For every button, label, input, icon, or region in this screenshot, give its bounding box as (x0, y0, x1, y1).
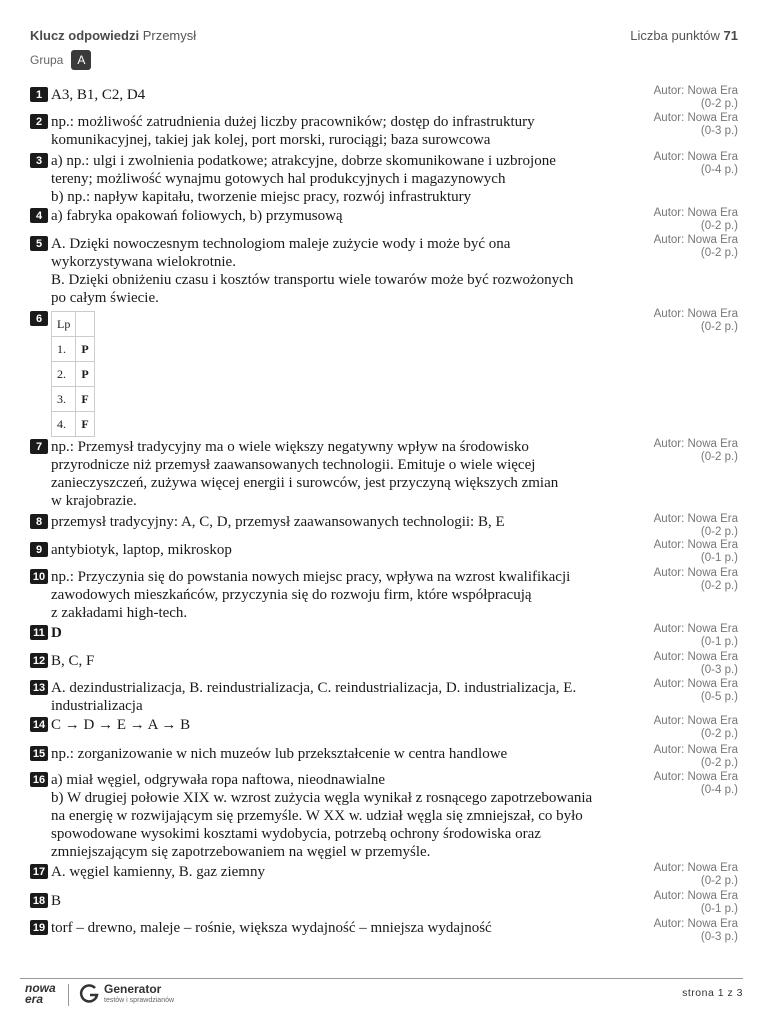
points-range: (0-2 p.) (700, 525, 738, 538)
points-range: (0-2 p.) (700, 97, 738, 110)
question-number: 6 (30, 311, 48, 326)
author-label: Autor: Nowa Era (653, 151, 738, 163)
question-number: 13 (30, 680, 48, 695)
generator-logo-text: Generator (104, 982, 162, 996)
group-indicator (30, 50, 91, 70)
table-cell-lp: 2. (52, 362, 76, 387)
question-item (30, 235, 650, 307)
table-row (52, 387, 95, 412)
question-meta (654, 308, 738, 333)
question-number: 16 (30, 772, 48, 787)
points-range: (0-4 p.) (700, 163, 738, 176)
answer-text: np.: Przyczynia się do powstania nowych miejsc pracy, wpływa na wzrost kwalifikacji zawodowych mieszkańców, przyczynia się do rozwoju firm, które współpracują z zakładami high-tech. (51, 569, 571, 621)
table-row (52, 412, 95, 437)
group-badge: A (71, 50, 91, 70)
points-range: (0-2 p.) (700, 320, 738, 333)
question-item (30, 568, 650, 622)
question-item (30, 541, 650, 559)
title-bold: Klucz odpowiedzi (30, 28, 140, 43)
points-range: (0-2 p.) (700, 874, 738, 887)
table-cell-value: P (76, 362, 95, 387)
question-item (30, 679, 650, 715)
question-number: 4 (30, 208, 48, 223)
author-label: Autor: Nowa Era (653, 651, 738, 663)
answer-text: a) fabryka opakowań foliowych, b) przymusową (51, 208, 343, 224)
question-meta (654, 207, 738, 232)
answer-text: przemysł tradycyjny: A, C, D, przemysł zaawansowanych technologii: B, E (51, 514, 505, 530)
question-item (30, 113, 650, 149)
question-number: 14 (30, 717, 48, 732)
question-meta (654, 771, 738, 796)
points-range: (0-2 p.) (700, 450, 738, 463)
generator-icon (78, 983, 100, 1005)
author-label: Autor: Nowa Era (653, 85, 738, 97)
points-label: Liczba punktów (630, 28, 720, 43)
table-cell-value: F (76, 412, 95, 437)
footer-divider (20, 978, 743, 979)
author-label: Autor: Nowa Era (653, 567, 738, 579)
table-header-cell: Lp (52, 312, 76, 337)
question-number: 3 (30, 153, 48, 168)
question-meta (654, 539, 738, 564)
points-range: (0-2 p.) (700, 579, 738, 592)
points-range: (0-1 p.) (700, 902, 738, 915)
table-cell-value: F (76, 387, 95, 412)
page-number: strona 1 z 3 (682, 987, 743, 999)
answer-text: A3, B1, C2, D4 (51, 87, 146, 103)
question-item (30, 919, 650, 937)
table-cell-lp: 3. (52, 387, 76, 412)
author-label: Autor: Nowa Era (653, 678, 738, 690)
author-label: Autor: Nowa Era (653, 918, 738, 930)
points-total (630, 28, 738, 43)
question-item (30, 771, 650, 861)
points-range: (0-1 p.) (700, 635, 738, 648)
question-meta (654, 513, 738, 538)
question-number: 15 (30, 746, 48, 761)
author-label: Autor: Nowa Era (653, 862, 738, 874)
group-label: Grupa (30, 53, 64, 67)
question-item (30, 438, 650, 510)
points-range: (0-1 p.) (700, 551, 738, 564)
question-meta (654, 918, 738, 943)
question-item (30, 716, 650, 734)
question-number: 8 (30, 514, 48, 529)
question-number: 17 (30, 864, 48, 879)
question-meta (654, 651, 738, 676)
question-meta (654, 744, 738, 769)
question-meta (654, 862, 738, 887)
answer-text: A. Dzięki nowoczesnym technologiom maleje zużycie wody i może być ona wykorzystywana wielokrotnie. B. Dzięki obniżeniu czasu i kosztów transportu wiele towarów może być rozwożonych po całym świecie. (51, 236, 574, 306)
answer-text: np.: możliwość zatrudnienia dużej liczby pracowników; dostęp do infrastruktury komunikacyjnej, takiej jak kolej, port morski, rurociągi; baza surowcowa (51, 114, 535, 148)
author-label: Autor: Nowa Era (653, 539, 738, 551)
table-row (52, 362, 95, 387)
question-number: 19 (30, 920, 48, 935)
nowa-era-logo (25, 983, 56, 1005)
answer-text: A. węgiel kamienny, B. gaz ziemny (51, 864, 265, 880)
question-meta (654, 85, 738, 110)
question-number: 2 (30, 114, 48, 129)
author-label: Autor: Nowa Era (653, 234, 738, 246)
question-item (30, 207, 650, 225)
table-cell-value: P (76, 337, 95, 362)
question-item (30, 745, 650, 763)
question-meta (654, 112, 738, 137)
question-meta (654, 623, 738, 648)
question-number: 9 (30, 542, 48, 557)
answer-text: antybiotyk, laptop, mikroskop (51, 542, 232, 558)
author-label: Autor: Nowa Era (653, 513, 738, 525)
question-meta (654, 890, 738, 915)
author-label: Autor: Nowa Era (653, 438, 738, 450)
logo-line-1: nowa (25, 981, 56, 995)
table-header-cell (76, 312, 95, 337)
answer-text: B (51, 893, 62, 909)
question-item (30, 86, 650, 104)
points-range: (0-2 p.) (700, 727, 738, 740)
question-meta (654, 678, 738, 703)
author-label: Autor: Nowa Era (653, 890, 738, 902)
author-label: Autor: Nowa Era (653, 771, 738, 783)
answer-text: a) miał węgiel, odgrywała ropa naftowa, nieodnawialne b) W drugiej połowie XIX w. wzrost zużycia węgla wynikał z rosnącego zapotrzebowania na energię w rozwijającym się przemyśle. W XX w. udział węgla się zmniejszał, co było spowodowane wysokimi kosztami wydobycia, potrzebą ochrony środowiska oraz zmniejszającym się zapotrzebowaniem na węgiel w przemyśle. (51, 772, 593, 860)
points-range: (0-3 p.) (700, 663, 738, 676)
author-label: Autor: Nowa Era (653, 744, 738, 756)
question-number: 1 (30, 87, 48, 102)
logo-separator (68, 984, 69, 1006)
question-meta (654, 567, 738, 592)
answer-text: B, C, F (51, 653, 95, 669)
question-number: 10 (30, 569, 48, 584)
logo-line-2: era (25, 992, 44, 1006)
question-number: 11 (30, 625, 48, 640)
points-range: (0-5 p.) (700, 690, 738, 703)
author-label: Autor: Nowa Era (653, 623, 738, 635)
question-meta (654, 438, 738, 463)
points-range: (0-3 p.) (700, 930, 738, 943)
table-cell-lp: 4. (52, 412, 76, 437)
question-item (30, 513, 650, 531)
answer-text: C → D → E → A → B (51, 717, 191, 733)
answer-text: torf – drewno, maleje – rośnie, większa wydajność – mniejsza wydajność (51, 920, 492, 936)
answer-text: a) np.: ulgi i zwolnienia podatkowe; atrakcyjne, dobrze skomunikowane i uzbrojone tereny; możliwość wynajmu gotowych hal produkcyjnych i magazynowych b) np.: napływ kapitału, tworzenie miejsc pracy, rozwój infrastruktury (51, 153, 556, 205)
author-label: Autor: Nowa Era (653, 112, 738, 124)
answer-text: D (51, 625, 62, 641)
table-row (52, 337, 95, 362)
question-meta (654, 715, 738, 740)
author-label: Autor: Nowa Era (653, 308, 738, 320)
question-item (30, 892, 650, 910)
question-item (30, 652, 650, 670)
table-header-row (52, 312, 95, 337)
question-number: 5 (30, 236, 48, 251)
title-topic: Przemysł (142, 28, 197, 43)
points-range: (0-4 p.) (700, 783, 738, 796)
question-number: 7 (30, 439, 48, 454)
table-cell-lp: 1. (52, 337, 76, 362)
points-range: (0-2 p.) (700, 219, 738, 232)
question-meta (654, 234, 738, 259)
answer-text: np.: zorganizowanie w nich muzeów lub przekształcenie w centra handlowe (51, 746, 508, 762)
answer-table (51, 311, 95, 437)
question-item (30, 152, 650, 206)
question-number: 18 (30, 893, 48, 908)
points-value: 71 (723, 28, 738, 43)
points-range: (0-2 p.) (700, 246, 738, 259)
question-number: 12 (30, 653, 48, 668)
question-item (30, 863, 650, 881)
points-range: (0-2 p.) (700, 756, 738, 769)
question-meta (654, 151, 738, 176)
points-range: (0-3 p.) (700, 124, 738, 137)
author-label: Autor: Nowa Era (653, 207, 738, 219)
answer-text: np.: Przemysł tradycyjny ma o wiele większy negatywny wpływ na środowisko przyrodnicze niż przemysł zaawansowanych technologii. Emituje o wiele więcej zanieczyszczeń, zużywa więcej energii i surowców, jest przyczyną większych zmian w krajobrazie. (51, 439, 559, 509)
question-item (30, 624, 650, 642)
author-label: Autor: Nowa Era (653, 715, 738, 727)
document-title (30, 28, 196, 43)
generator-subtitle: testów i sprawdzianów (104, 997, 175, 1004)
answer-text: A. dezindustrializacja, B. reindustrializacja, C. reindustrializacja, D. industrializacja, E. industrializacja (51, 680, 577, 714)
